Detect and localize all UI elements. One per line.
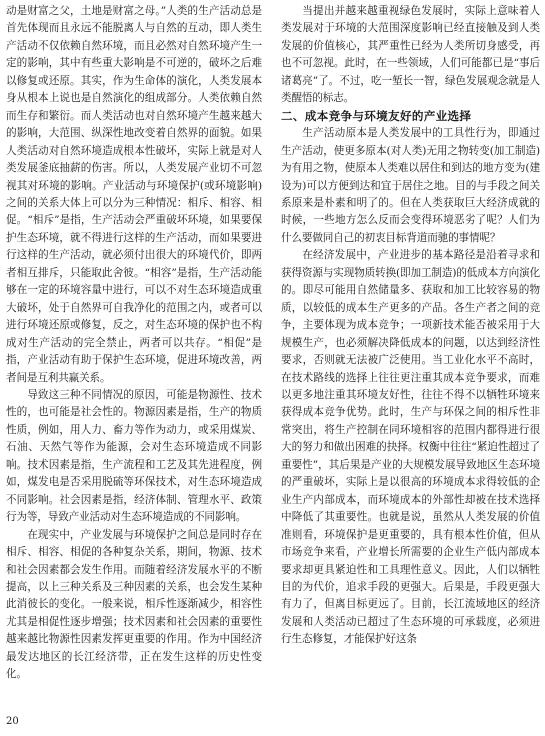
body-paragraph: 生产活动原本是人类发展中的工具性行为，即通过生产活动，使更多原本(对人类)无用之物转变(加工制造)为有用之物，使原本人类难以居住和到达的地方变为(建设为)可以方便到达和宜于居住之地。目的与手段之间关系原来是朴素和明了的。但在人类获取巨大经济成就的时候，一些地方怎么反而会变得环境恶劣了呢？人们为什么要做同自己的初衷目标背道而驰的事情呢？ (281, 127, 540, 244)
body-paragraph: 当提出并越来越重视绿色发展时，实际上意味着人类发展对于环境的大范围深度影响已经直接触及到人类发展的价值核心，其严重性已经为人类所切身感受，再也不可忽视。此时，在一些领域，人们可能都已是“事后诸葛亮”了。不过，吃一堑长一智，绿色发展观念就是人类醒悟的标志。 (281, 5, 540, 105)
right-column (281, 3, 540, 649)
section-heading: 二、成本竞争与环境友好的产业选择 (281, 108, 472, 123)
body-paragraph: 导致这三种不同情况的原因，可能是物源性、技术性的，也可能是社会性的。物源因素是指，生产的物质性质，例如，用人力、畜力等作为动力，或采用煤炭、石油、天然气等作为能源，会对生态环境造成不同影响。技术因素是指，生产流程和工艺及其先进程度，例如，煤发电是否采用脱硫等环保技术，对生态环境造成不同影响。社会因素是指，经济体制、管理水平、政策行为等，导致产业活动对生态环境造成的不同影响。 (6, 388, 262, 524)
body-paragraph: 在现实中，产业发展与环境保护之间总是同时存在相斥、相容、相促的各种复杂关系，期间，物源、技术和社会因素都会发生作用。而随着经济发展水平的不断提高，以上三种关系及三种因素的关系，也会发生某种此消彼长的变化。一般来说，相斥性逐渐减少，相容性尤其是相促性逐步增强；技术因素和社会因素的重要性越来越比物源性因素发挥更重要的作用。作为中国经济最发达地区的长江经济带，正在发生这样的历史性变化。 (6, 528, 262, 681)
body-paragraph: 在经济发展中，产业进步的基本路径是沿着寻求和获得资源与实现物质转换(即加工制造)的低成本方向演化的。即尽可能用自然储量多、获取和加工比较容易的物质，以较低的成本生产更多的产品。各生产者之间的竞争，主要体现为成本竞争；一项新技术能否被采用于大规模生产，也必须解决降低成本的问题，以达到经济性要求，否则就无法被广泛使用。当工业化水平不高时，在技术路线的选择上往往更注重其成本竞争要求，而难以更多地注重其环境友好性，往往不得不以牺牲环境来获得成本竞争优势。此时，生产与环保之间的相斥性非常突出，将生产控制在同环境相容的范围内都得进行很大的努力和做出困难的抉择。权衡中往往“紧迫性超过了重要性”，其后果是产业的大规模发展导致地区生态环境的严重破坏，实际上是以很高的环境成本求得较低的企业生产内部成本，而环境成本的外部性却被在技术选择中降低了其重要性。也就是说，虽然从人类发展的价值准则看，环境保护是更重要的，具有根本性价值，但从市场竞争来看，产业增长所需要的企业生产低内部成本要求却更具紧迫性和工具理性意义。因此，人们以牺牲目的为代价，追求手段的更强大。后果是，手段更强大有力了，但离目标更远了。目前，长江流域地区的经济发展和人类活动已超过了生态环境的可承载度，必须进行生态修复，才能保护好这条 (281, 249, 540, 646)
page-number: 20 (6, 716, 19, 727)
left-column (6, 3, 262, 684)
body-paragraph: 动是财富之父，土地是财富之母。”人类的生产活动总是首先体现而且永远不能脱离人与自然的互动，即人类生产活动不仅依赖自然环境，而且必然对自然环境产生一定的影响，其中有些重大影响是不可逆的，破坏之后难以修复或还原。其实，作为生命体的演化，人类发展本身从根本上说也是自然演化的组成部分。人类依赖自然而生存和繁衍。而人类活动也对自然环境产生越来越大的影响，大范围、纵深性地改变着自然界的面貌。如果人类活动对自然环境造成根本性破坏，实际上就是对人类发展釜底抽薪的伤害。所以，人类发展产业切不可忽视其对环境的影响。产业活动与环境保护(或环境影响)之间的关系大体上可以分为三种情况：相斥、相容、相促。“相斥”是指，生产活动会严重破坏环境，如果要保护生态环境，就不得进行这样的生产活动，而如果要进行这样的生产活动，就必须付出很大的环境代价，即两者相互排斥，只能取此舍彼。“相容”是指，生产活动能够在一定的环境容量中进行，可以不对生态环境造成重大破坏，处于自然界可自我净化的范围之内，或者可以进行环境还原或修复，反之，对生态环境的保护也不构成对生产活动的完全禁止，两者可以共存。“相促”是指，产业活动有助于保护生态环境，促进环境改善，两者间是互利共赢关系。 (6, 5, 262, 384)
